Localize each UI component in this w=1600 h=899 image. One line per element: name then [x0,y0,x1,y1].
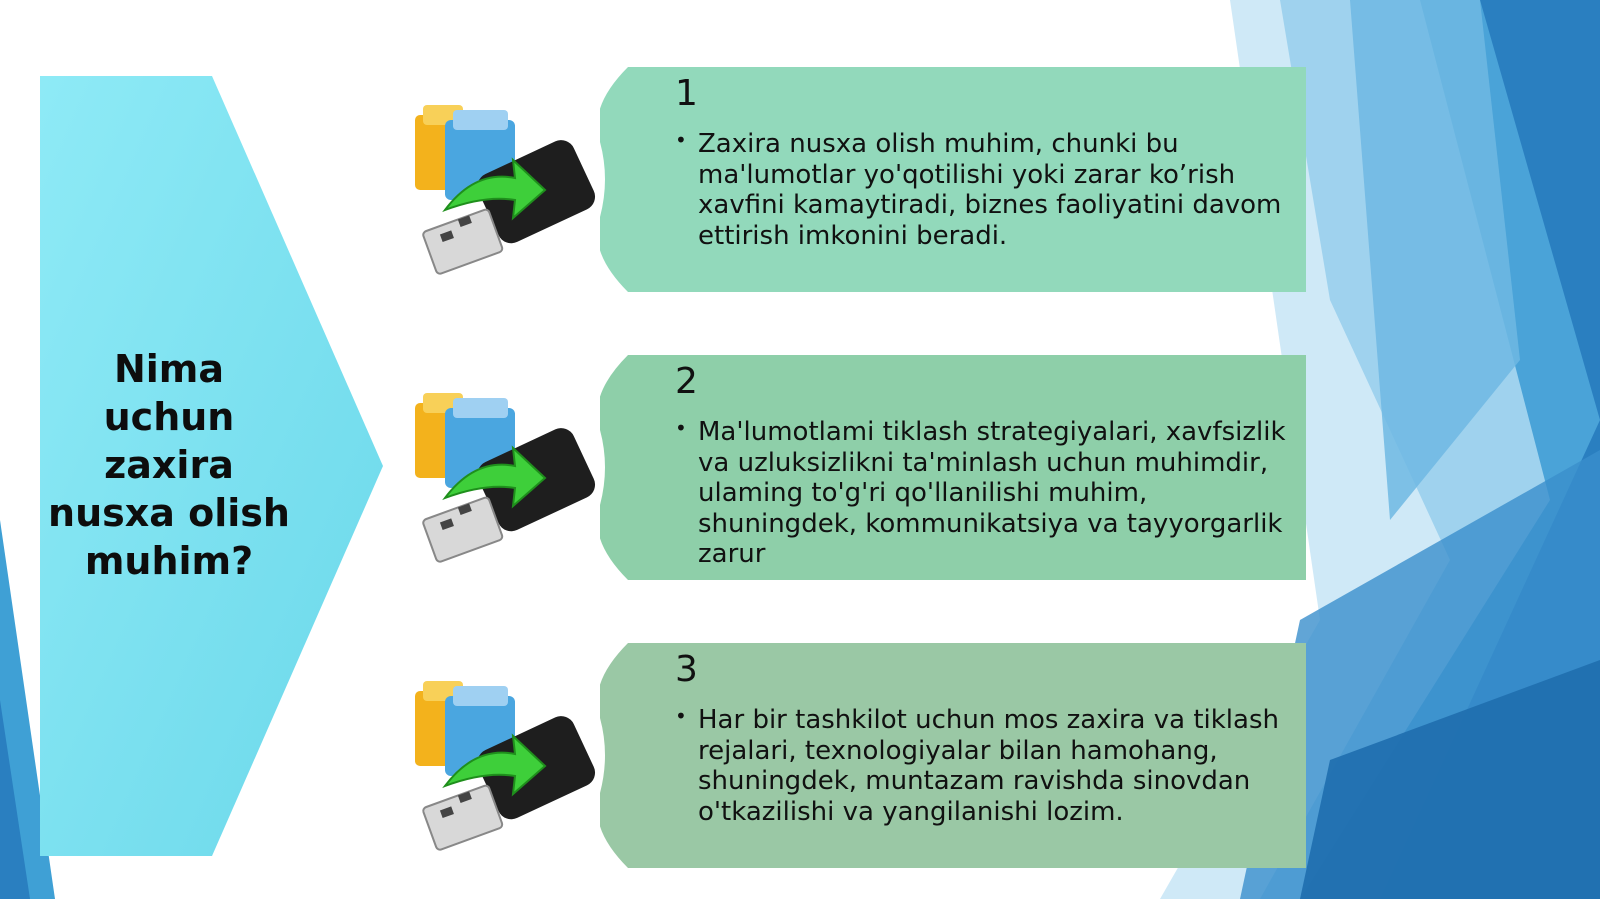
slide-title: Nima uchun zaxira nusxa olish muhim? [48,347,290,583]
usb-backup-icon [415,388,600,578]
bullet-point: • [675,704,687,728]
card-number: 2 [675,361,698,402]
card-text-content: Zaxira nusxa olish muhim, chunki bu ma'lumotlar yo'qotilishi yoki zarar ko’rish xavfini kamaytiradi, biznes faoliyatini davom ettirish imkonini beradi. [698,129,1282,251]
card-text [675,417,1298,570]
usb-backup-icon [415,100,600,290]
card-text-content: Har bir tashkilot uchun mos zaxira va tiklash rejalari, texnologiyalar bilan hamohang, shuningdek, muntazam ravishda sinovdan o'tkazilishi va yangilanishi lozim. [698,705,1279,827]
bullet-point: • [675,416,687,440]
card-text-content: Ma'lumotlami tiklash strategiyalari, xavfsizlik va uzluksizlikni ta'minlash uchun muhimdir, ulaming to'g'ri qo'llanilishi muhim, shuningdek, kommunikatsiya va tayyorgarlik zarur [698,417,1286,569]
info-card-1 [600,67,1306,292]
bullet-point: • [675,128,687,152]
card-number: 3 [675,649,698,690]
card-number: 1 [675,73,698,114]
usb-backup-icon [415,676,600,866]
info-card-3 [600,643,1306,868]
card-text [675,129,1298,251]
info-card-2 [600,355,1306,580]
card-text [675,705,1298,827]
